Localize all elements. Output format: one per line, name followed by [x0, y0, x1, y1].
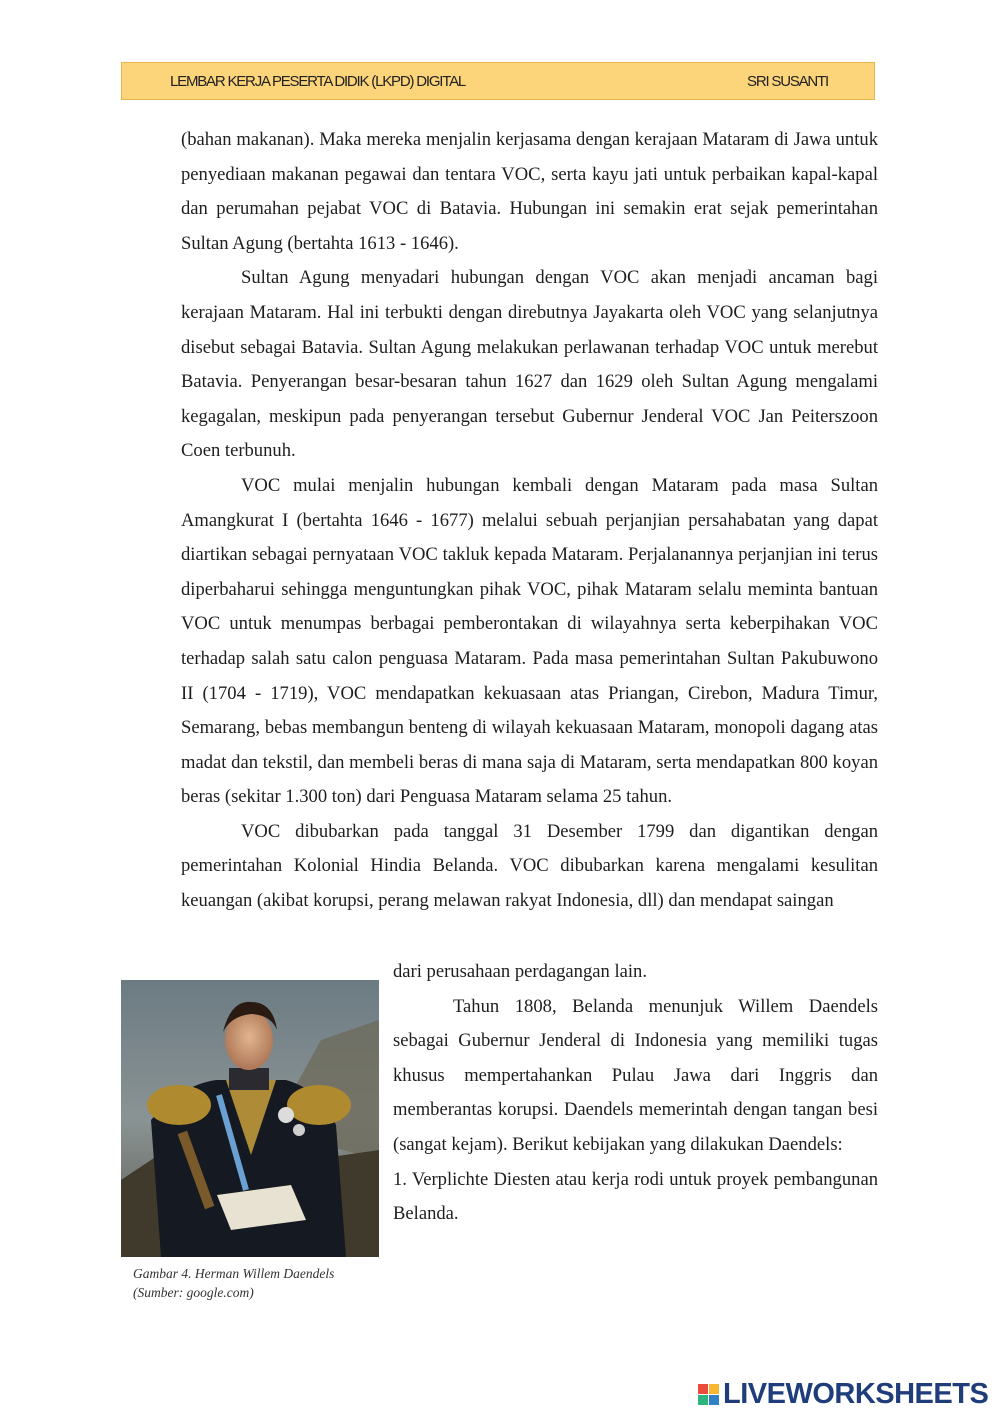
caption-source: (Sumber: google.com): [133, 1285, 254, 1300]
liveworksheets-wordmark: LIVEWORKSHEETS: [723, 1378, 989, 1410]
main-text: [181, 123, 878, 919]
caption-title: Gambar 4. Herman Willem Daendels: [133, 1266, 335, 1281]
liveworksheets-logo-icon: [698, 1384, 719, 1405]
page-header-bar: [121, 62, 875, 100]
header-title: LEMBAR KERJA PESERTA DIDIK (LKPD) DIGITAL: [170, 73, 466, 90]
figure-caption: [133, 1264, 334, 1302]
paragraph-4-continued: dari perusahaan perdagangan lain.: [393, 961, 647, 982]
header-author: SRI SUSANTI: [747, 73, 828, 90]
paragraph-5: Tahun 1808, Belanda menunjuk Willem Daendels sebagai Gubernur Jenderal di Indonesia yang memiliki tugas khusus mempertahankan Pulau Jawa dari Inggris dan memberantas korupsi. Daendels memerintah dengan tangan besi (sangat kejam). Berikut kebijakan yang dilakukan Daendels:: [393, 995, 878, 1155]
daendels-portrait: [121, 980, 379, 1257]
paragraph-4: VOC dibubarkan pada tanggal 31 Desember 1799 dan digantikan dengan pemerintahan Kolonial Hindia Belanda. VOC dibubarkan karena mengalami kesulitan keuangan (akibat korupsi, perang melawan rakyat Indonesia, dll) dan mendapat saingan: [181, 820, 878, 912]
liveworksheets-logo: [698, 1378, 988, 1411]
list-item-1: 1. Verplichte Diesten atau kerja rodi untuk proyek pembangunan Belanda.: [393, 1168, 878, 1225]
paragraph-3: VOC mulai menjalin hubungan kembali dengan Mataram pada masa Sultan Amangkurat I (bertahta 1646 - 1677) melalui sebuah perjanjian persahabatan yang dapat diartikan sebagai pernyataan VOC takluk kepada Mataram. Perjalanannya perjanjian ini terus diperbaharui sehingga menguntungkan pihak VOC, pihak Mataram selalu meminta bantuan VOC untuk menumpas berbagai pemberontakan di wilayahnya serta keberpihakan VOC terhadap salah satu calon penguasa Mataram. Pada masa pemerintahan Sultan Pakubuwono II (1704 - 1719), VOC mendapatkan kekuasaan atas Priangan, Cirebon, Madura Timur, Semarang, bebas membangun benteng di wilayah kekuasaan Mataram, monopoli dagang atas madat dan tekstil, dan membeli beras di mana saja di Mataram, serta mendapatkan 800 koyan beras (sekitar 1.300 ton) dari Penguasa Mataram selama 25 tahun.: [181, 474, 878, 808]
paragraph-1: (bahan makanan). Maka mereka menjalin kerjasama dengan kerajaan Mataram di Jawa untuk penyediaan makanan pegawai dan tentara VOC, serta kayu jati untuk perbaikan kapal-kapal dan perumahan pejabat VOC di Batavia. Hubungan ini semakin erat sejak pemerintahan Sultan Agung (bertahta 1613 - 1646).: [181, 129, 878, 254]
paragraph-2: Sultan Agung menyadari hubungan dengan VOC akan menjadi ancaman bagi kerajaan Mataram. Hal ini terbukti dengan direbutnya Jayakarta oleh VOC yang selanjutnya disebut sebagai Batavia. Sultan Agung melakukan perlawanan terhadap VOC untuk merebut Batavia. Penyerangan besar-besaran tahun 1627 dan 1629 oleh Sultan Agung mengalami kegagalan, meskipun pada penyerangan tersebut Gubernur Jenderal VOC Jan Peiterszoon Coen terbunuh.: [181, 267, 878, 462]
wrapped-text: [393, 955, 878, 1232]
